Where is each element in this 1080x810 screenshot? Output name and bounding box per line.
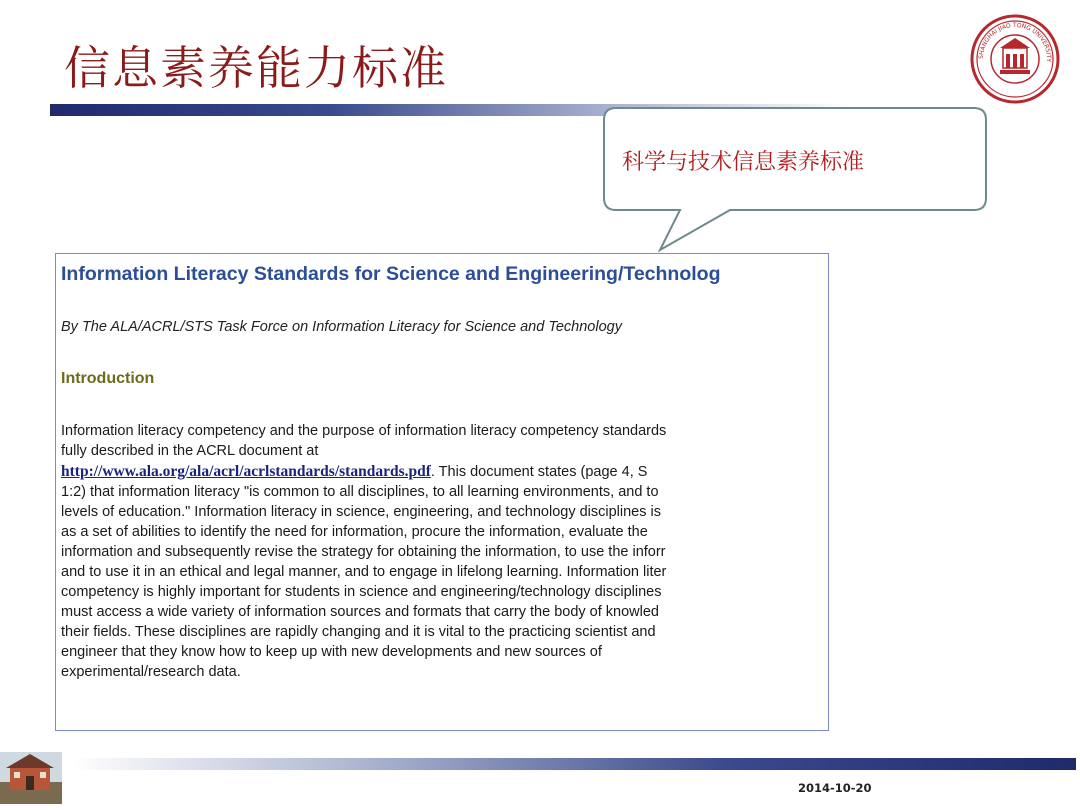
- paragraph-line: and to use it in an ethical and legal manner, and to engage in lifelong learning. Information liter: [61, 564, 667, 580]
- callout-bubble: [600, 104, 990, 254]
- document-title: Information Literacy Standards for Science and Engineering/Technolog: [61, 263, 721, 285]
- paragraph-line: engineer that they know how to keep up with new developments and new sources of: [61, 644, 602, 660]
- paragraph-line: as a set of abilities to identify the need for information, procure the information, evaluate the: [61, 524, 648, 540]
- paragraph-line: 1:2) that information literacy "is common to all disciplines, to all learning environments, and to: [61, 484, 659, 500]
- university-seal-icon: [970, 14, 1060, 104]
- document-byline: By The ALA/ACRL/STS Task Force on Information Literacy for Science and Technology: [61, 319, 622, 335]
- standards-link[interactable]: http://www.ala.org/ala/acrl/acrlstandards/standards.pdf: [61, 463, 431, 480]
- campus-photo-icon: [0, 752, 62, 804]
- paragraph-line: information and subsequently revise the strategy for obtaining the information, to use the inforr: [61, 544, 666, 560]
- paragraph-line-rest: . This document states (page 4, S: [430, 464, 648, 480]
- paragraph-line: must access a wide variety of information sources and formats that carry the body of knowled: [61, 604, 659, 620]
- callout-text: 科学与技术信息素养标准: [622, 150, 865, 175]
- document-heading: Introduction: [61, 370, 155, 387]
- paragraph-line: their fields. These disciplines are rapidly changing and it is vital to the practicing scientist and: [61, 624, 656, 640]
- paragraph-line: experimental/research data.: [61, 664, 241, 680]
- slide-date: 2014-10-20: [798, 781, 872, 795]
- slide-title: 信息素养能力标准: [64, 41, 448, 95]
- paragraph-line-with-link: [61, 463, 647, 481]
- paragraph-line: Information literacy competency and the purpose of information literacy competency standards: [61, 423, 667, 439]
- document-excerpt: [55, 253, 829, 731]
- paragraph-line: levels of education." Information literacy in science, engineering, and technology disciplines is: [61, 504, 661, 520]
- paragraph-line: competency is highly important for students in science and engineering/technology disciplines: [61, 584, 662, 600]
- paragraph-line: fully described in the ACRL document at: [61, 443, 319, 459]
- seal-text: SHANGHAI JIAO TONG UNIVERSITY: [977, 21, 1053, 63]
- footer-divider: [72, 758, 1076, 770]
